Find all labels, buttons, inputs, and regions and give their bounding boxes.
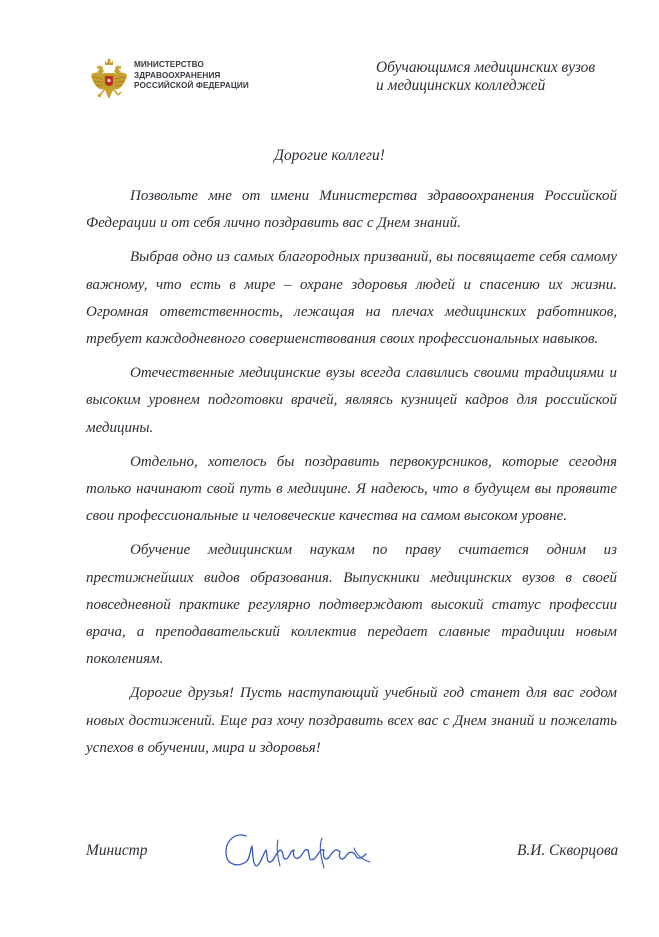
ministry-name xyxy=(134,60,249,92)
addressee-line: Обучающимся медицинских вузов xyxy=(376,59,596,76)
letter-paragraph: Позвольте мне от имени Министерства здравоохранения Российской Федерации и от себя лично поздравить вас с Днем знаний. xyxy=(86,188,617,232)
ministry-name-line: РОССИЙСКОЙ ФЕДЕРАЦИИ xyxy=(134,81,249,90)
letter-paragraph: Обучение медицинским наукам по праву считается одним из престижнейших видов образования. Выпускники медицинских вузов в своей повседневной практике регулярно подтверждают высокий статус профессии врача, а преподавательский коллектив передает славные традиции новым поколениям. xyxy=(86,542,617,668)
letter-paragraph: Дорогие друзья! Пусть наступающий учебный год станет для вас годом новых достижений. Еще раз хочу поздравить всех вас с Днем знаний и пожелать успехов в обучении, мира и здоровья! xyxy=(86,685,617,756)
letter-paragraph: Выбрав одно из самых благородных призваний, вы посвящаете себя самому важному, что есть в мире – охране здоровья людей и спасению их жизни. Огромная ответственность, лежащая на плечах медицинских работников, требует каждодневного совершенствования своих профессиональных навыков. xyxy=(86,249,617,348)
letter-greeting: Дорогие коллеги! xyxy=(274,147,385,164)
handwritten-signature xyxy=(222,826,374,876)
ministry-name-line: МИНИСТЕРСТВО xyxy=(134,60,204,69)
addressee-line: и медицинских колледжей xyxy=(376,77,546,94)
letter-paragraph: Отдельно, хотелось бы поздравить первокурсников, которые сегодня только начинают свой путь в медицине. Я надеюсь, что в будущем вы проявите свои профессиональные и человеческие качества на самом высоком уровне. xyxy=(86,453,617,525)
letter-body xyxy=(86,183,617,769)
signatory-role: Министр xyxy=(86,842,148,859)
ministry-name-line: ЗДРАВООХРАНЕНИЯ xyxy=(134,70,221,80)
letter-paragraph: Отечественные медицинские вузы всегда славились своими традициями и высоким уровнем подготовки врачей, являясь кузницей кадров для российской медицины. xyxy=(86,365,617,436)
signatory-name: В.И. Скворцова xyxy=(517,842,619,859)
coat-of-arms-icon xyxy=(90,58,128,102)
addressee xyxy=(376,59,626,95)
